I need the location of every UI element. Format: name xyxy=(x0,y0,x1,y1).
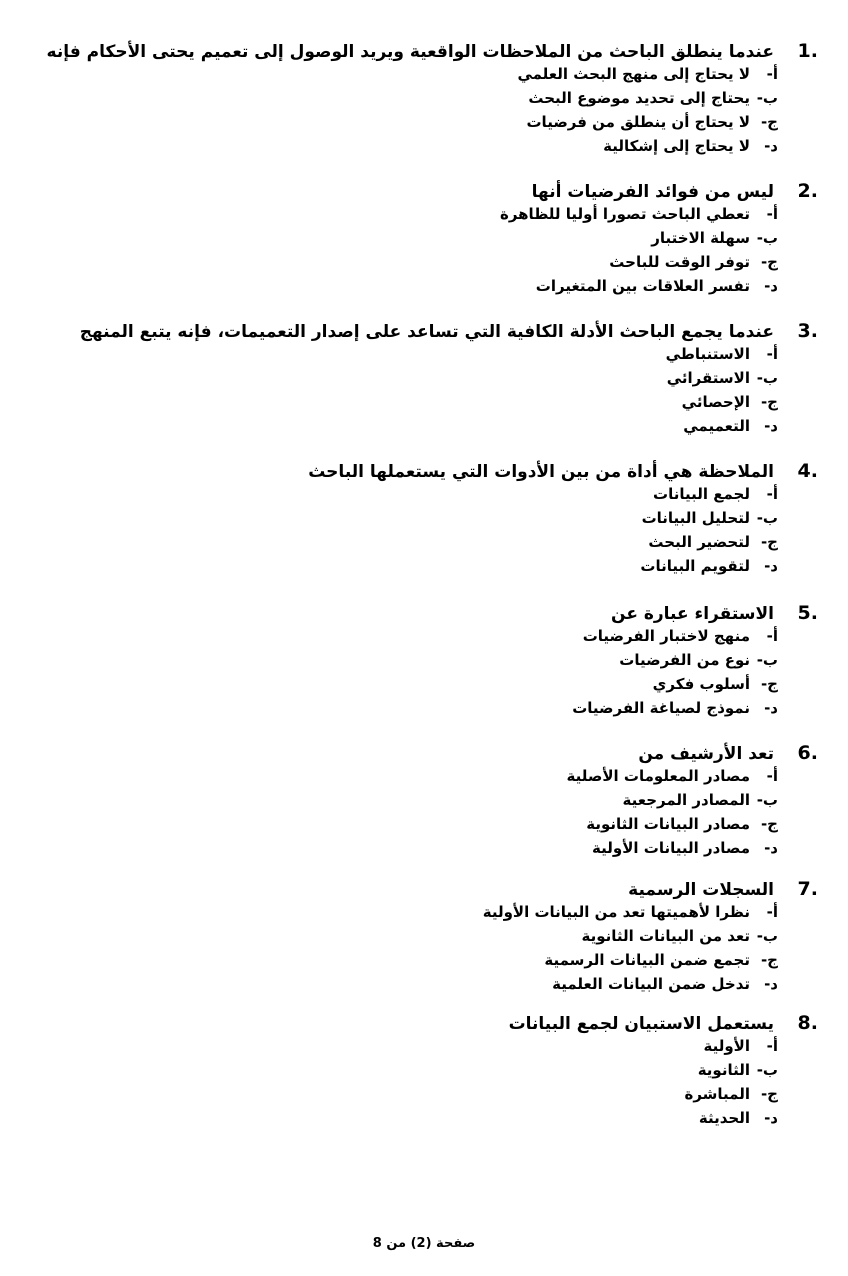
question-number: 8. xyxy=(797,1012,818,1034)
option-text: سهلة الاختبار xyxy=(651,229,750,247)
option-letter: د- xyxy=(764,839,778,857)
option-text: تدخل ضمن البيانات العلمية xyxy=(552,975,750,993)
question-text: ليس من فوائد الفرضيات أنها xyxy=(531,182,774,202)
option-letter: أ- xyxy=(766,345,778,363)
option-letter: أ- xyxy=(766,627,778,645)
option-letter: أ- xyxy=(766,1037,778,1055)
option-letter: د- xyxy=(764,417,778,435)
option-text: الحديثة xyxy=(698,1109,750,1127)
option-text: تجمع ضمن البيانات الرسمية xyxy=(544,951,750,969)
option-letter: ب- xyxy=(756,369,778,387)
option-letter: أ- xyxy=(766,485,778,503)
question-text: يستعمل الاستبيان لجمع البيانات xyxy=(508,1014,774,1034)
question-3 xyxy=(20,320,818,438)
option-text: لتحليل البيانات xyxy=(641,509,750,527)
option[interactable] xyxy=(20,274,778,298)
option-text: نموذج لصياغة الفرضيات xyxy=(572,699,750,717)
option-letter: ب- xyxy=(756,229,778,247)
option-letter: ج- xyxy=(760,113,778,131)
option[interactable] xyxy=(20,788,778,812)
question-2 xyxy=(20,180,818,298)
option[interactable] xyxy=(20,414,778,438)
option[interactable] xyxy=(20,554,778,578)
option[interactable] xyxy=(20,506,778,530)
option[interactable] xyxy=(20,1082,778,1106)
option-text: لتقويم البيانات xyxy=(640,557,750,575)
question-8 xyxy=(20,1012,818,1130)
option-text: يحتاج إلى تحديد موضوع البحث xyxy=(528,89,750,107)
option-text: الأولية xyxy=(703,1037,750,1055)
option-letter: ج- xyxy=(760,1085,778,1103)
option-letter: ج- xyxy=(760,951,778,969)
option[interactable] xyxy=(20,764,778,788)
option-text: التعميمي xyxy=(683,417,750,435)
option-text: لا يحتاج إلى منهج البحث العلمي xyxy=(517,65,750,83)
option-text: المباشرة xyxy=(684,1085,750,1103)
option-letter: أ- xyxy=(766,767,778,785)
option-text: نوع من الفرضيات xyxy=(619,651,750,669)
option-letter: ب- xyxy=(756,651,778,669)
option-text: المصادر المرجعية xyxy=(622,791,750,809)
option[interactable] xyxy=(20,672,778,696)
option[interactable] xyxy=(20,482,778,506)
option-letter: ج- xyxy=(760,815,778,833)
option-letter: د- xyxy=(764,137,778,155)
options-list xyxy=(20,202,778,298)
option[interactable] xyxy=(20,836,778,860)
option[interactable] xyxy=(20,648,778,672)
question-4 xyxy=(20,460,818,578)
question-text: عندما ينطلق الباحث من الملاحظات الواقعية ويريد الوصول إلى تعميم يحتى الأحكام فإنه xyxy=(46,42,774,62)
option-letter: ج- xyxy=(760,393,778,411)
question-number: 6. xyxy=(797,742,818,764)
option-letter: د- xyxy=(764,277,778,295)
option-letter: ب- xyxy=(756,791,778,809)
option-letter: د- xyxy=(764,557,778,575)
option[interactable] xyxy=(20,342,778,366)
option-text: الاستقرائي xyxy=(666,369,750,387)
options-list xyxy=(20,624,778,720)
option-letter: ج- xyxy=(760,533,778,551)
option-text: الثانوية xyxy=(697,1061,750,1079)
option[interactable] xyxy=(20,250,778,274)
question-6 xyxy=(20,742,818,860)
option-letter: د- xyxy=(764,1109,778,1127)
option[interactable] xyxy=(20,696,778,720)
option[interactable] xyxy=(20,1106,778,1130)
options-list xyxy=(20,900,778,996)
option-text: لا يحتاج أن ينطلق من فرضيات xyxy=(526,113,750,131)
option[interactable] xyxy=(20,1058,778,1082)
option-text: تعد من البيانات الثانوية xyxy=(581,927,750,945)
question-number: 5. xyxy=(797,602,818,624)
question-number: 4. xyxy=(797,460,818,482)
option-letter: ج- xyxy=(760,253,778,271)
question-number: 1. xyxy=(797,40,818,62)
option-text: نظرا لأهميتها تعد من البيانات الأولية xyxy=(482,903,750,921)
option[interactable] xyxy=(20,624,778,648)
option[interactable] xyxy=(20,900,778,924)
option-text: مصادر البيانات الأولية xyxy=(592,839,750,857)
option-letter: ج- xyxy=(760,675,778,693)
options-list xyxy=(20,1034,778,1130)
option-letter: ب- xyxy=(756,89,778,107)
question-5 xyxy=(20,602,818,720)
option-text: تعطي الباحث تصورا أوليا للظاهرة xyxy=(499,205,750,223)
option-text: لجمع البيانات xyxy=(653,485,750,503)
option[interactable] xyxy=(20,110,778,134)
question-text: عندما يجمع الباحث الأدلة الكافية التي تساعد على إصدار التعميمات، فإنه يتبع المنهج xyxy=(79,322,774,342)
option[interactable] xyxy=(20,366,778,390)
option-letter: أ- xyxy=(766,205,778,223)
question-1 xyxy=(20,40,818,158)
option[interactable] xyxy=(20,226,778,250)
option[interactable] xyxy=(20,812,778,836)
option[interactable] xyxy=(20,202,778,226)
option-letter: ب- xyxy=(756,1061,778,1079)
option-text: توفر الوقت للباحث xyxy=(609,253,750,271)
option[interactable] xyxy=(20,134,778,158)
option-text: الاستنباطي xyxy=(665,345,750,363)
option-letter: د- xyxy=(764,975,778,993)
option-text: أسلوب فكري xyxy=(652,675,750,693)
option[interactable] xyxy=(20,390,778,414)
option-text: الإحصائي xyxy=(681,393,750,411)
option-text: لا يحتاج إلى إشكالية xyxy=(603,137,750,155)
options-list xyxy=(20,342,778,438)
options-list xyxy=(20,764,778,860)
question-text: الملاحظة هي أداة من بين الأدوات التي يستعملها الباحث xyxy=(308,462,774,482)
option-letter: ب- xyxy=(756,927,778,945)
option-letter: د- xyxy=(764,699,778,717)
option-letter: ب- xyxy=(756,509,778,527)
option-text: مصادر البيانات الثانوية xyxy=(586,815,750,833)
question-text: السجلات الرسمية xyxy=(628,880,774,900)
question-text: الاستقراء عبارة عن xyxy=(611,604,774,624)
option[interactable] xyxy=(20,948,778,972)
option[interactable] xyxy=(20,924,778,948)
option[interactable] xyxy=(20,972,778,996)
question-number: 2. xyxy=(797,180,818,202)
question-number: 7. xyxy=(797,878,818,900)
option-text: مصادر المعلومات الأصلية xyxy=(566,767,750,785)
options-list xyxy=(20,482,778,578)
question-number: 3. xyxy=(797,320,818,342)
option-text: تفسر العلاقات بين المتغيرات xyxy=(535,277,750,295)
question-7 xyxy=(20,878,818,996)
option[interactable] xyxy=(20,530,778,554)
option-text: لتحضير البحث xyxy=(648,533,750,551)
option[interactable] xyxy=(20,62,778,86)
page-footer: صفحة (2) من 8 xyxy=(372,1236,476,1251)
option-letter: أ- xyxy=(766,903,778,921)
options-list xyxy=(20,62,778,158)
option-letter: أ- xyxy=(766,65,778,83)
question-text: تعد الأرشيف من xyxy=(638,744,774,764)
option[interactable] xyxy=(20,1034,778,1058)
option-text: منهج لاختبار الفرضيات xyxy=(582,627,750,645)
option[interactable] xyxy=(20,86,778,110)
